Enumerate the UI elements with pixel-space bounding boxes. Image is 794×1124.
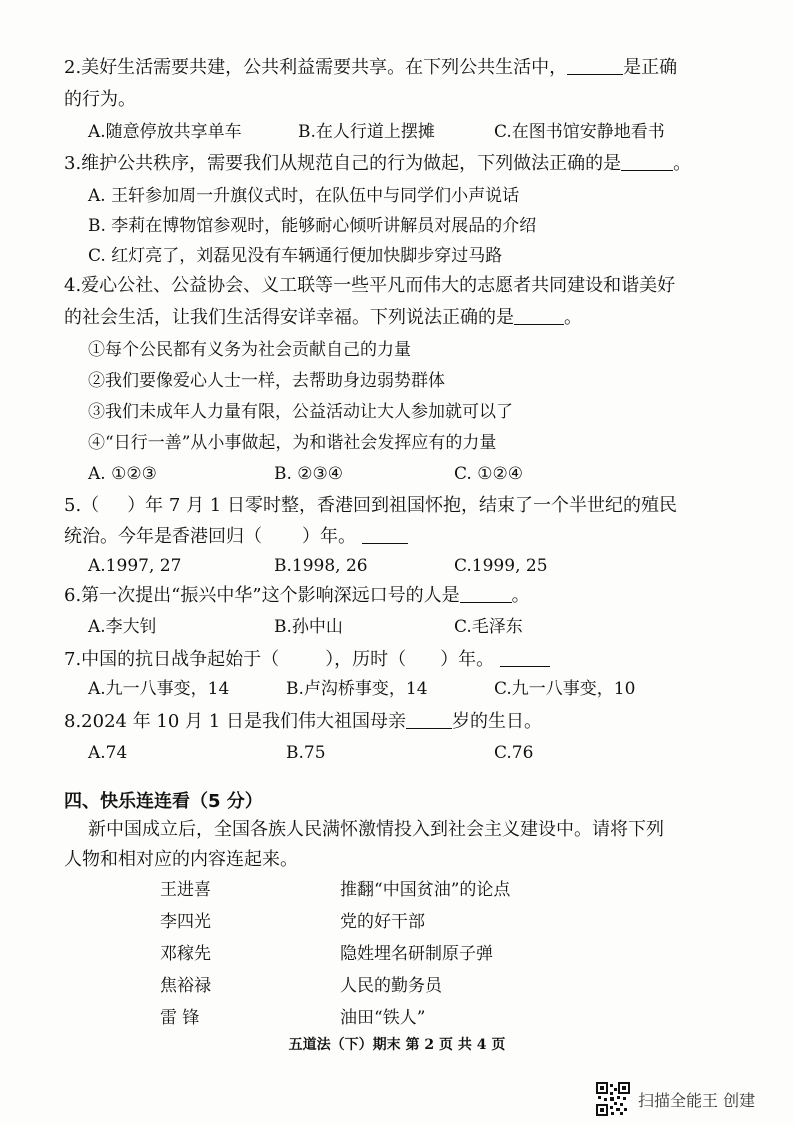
q3-option-b: B. 李莉在博物馆参观时，能够耐心倾听讲解员对展品的介绍	[88, 216, 537, 236]
option-a: A.74	[88, 743, 128, 763]
option-a: A.李大钊	[88, 617, 157, 637]
option-b: B.1998, 26	[274, 556, 368, 576]
answer-blank	[567, 56, 623, 75]
scanner-label: 扫描全能王 创建	[638, 1090, 756, 1110]
q3-line-1: 3.维护公共秩序，需要我们从规范自己的行为做起，下列做法正确的是 。	[64, 153, 692, 174]
q8-options	[88, 741, 533, 765]
answer-blank	[621, 152, 673, 171]
person-3: 邓稼先	[160, 944, 211, 964]
q4-options	[88, 462, 523, 486]
q3-option-a: A. 王轩参加周一升旗仪式时，在队伍中与同学们小声说话	[88, 186, 520, 206]
option-b: B.卢沟桥事变，14	[286, 679, 428, 699]
option-c: C. ①②④	[454, 464, 523, 484]
q4-item-3: ③我们未成年人力量有限，公益活动让大人参加就可以了	[88, 402, 513, 422]
option-c: C.76	[494, 743, 534, 763]
q5-line-2: 统治。今年是香港回归（ ）年。	[64, 525, 408, 549]
section-4-title: 四、快乐连连看（5 分）	[64, 791, 263, 812]
q8-line-1: 8.2024 年 10 月 1 日是我们伟大祖国母亲 岁的生日。	[64, 711, 542, 732]
qr-code-icon	[596, 1082, 630, 1116]
person-1: 王进喜	[160, 880, 211, 900]
option-c: C.1999, 25	[454, 556, 548, 576]
scanner-watermark	[596, 1082, 755, 1116]
option-a: A. ①②③	[88, 464, 157, 484]
answer-blank	[500, 648, 550, 667]
section-4-intro-2: 人物和相对应的内容连起来。	[64, 849, 298, 870]
q4-line-1: 4.爱心公社、公益协会、义工联等一些平凡而伟大的志愿者共同建设和谐美好	[64, 275, 676, 296]
q2-line-2: 的行为。	[64, 89, 136, 110]
q5-options	[88, 554, 548, 578]
option-c: C.在图书馆安静地看书	[494, 122, 665, 142]
content-3: 隐姓埋名研制原子弹	[340, 944, 493, 964]
content-4: 人民的勤务员	[340, 976, 442, 996]
content-1: 推翻“中国贫油”的论点	[340, 880, 511, 900]
option-a: A.随意停放共享单车	[88, 122, 242, 142]
answer-blank	[362, 525, 408, 544]
person-4: 焦裕禄	[160, 976, 211, 996]
q4-line-2: 的社会生活，让我们生活得安详幸福。下列说法正确的是 。	[64, 307, 582, 328]
q2-options	[88, 120, 665, 144]
answer-blank	[406, 710, 452, 729]
person-2: 李四光	[160, 912, 211, 932]
option-b: B.在人行道上摆摊	[298, 122, 435, 142]
option-b: B.孙中山	[274, 617, 343, 637]
q4-item-2: ②我们要像爱心人士一样，去帮助身边弱势群体	[88, 371, 445, 391]
q7-line-1: 7.中国的抗日战争起始于（ ），历时（ ）年。	[64, 648, 550, 672]
q6-options	[88, 615, 523, 639]
q4-item-1: ①每个公民都有义务为社会贡献自己的力量	[88, 340, 411, 360]
option-c: C.九一八事变，10	[494, 679, 636, 699]
q3-option-c: C. 红灯亮了，刘磊见没有车辆通行便加快脚步穿过马路	[88, 246, 503, 266]
section-4-intro-1: 新中国成立后，全国各族人民满怀激情投入到社会主义建设中。请将下列	[88, 819, 664, 840]
option-a: A.1997, 27	[88, 556, 182, 576]
answer-blank	[460, 584, 512, 603]
q2-line-1: 2.美好生活需要共建，公共利益需要共享。在下列公共生活中， 是正确	[64, 57, 678, 78]
q7-options	[88, 677, 635, 701]
q5-line-1: 5.（ ）年 7 月 1 日零时整，香港回到祖国怀抱，结束了一个半世纪的殖民	[64, 495, 677, 516]
content-5: 油田“铁人”	[340, 1008, 426, 1028]
option-c: C.毛泽东	[454, 617, 523, 637]
page-footer: 五道法（下）期末 第 2 页 共 4 页	[288, 1037, 506, 1053]
q6-line-1: 6.第一次提出“振兴中华”这个影响深远口号的人是 。	[64, 585, 530, 606]
option-b: B. ②③④	[274, 464, 344, 484]
option-a: A.九一八事变，14	[88, 679, 230, 699]
option-b: B.75	[286, 743, 326, 763]
person-5: 雷 锋	[160, 1008, 200, 1028]
q4-item-4: ④“日行一善”从小事做起，为和谐社会发挥应有的力量	[88, 433, 497, 453]
content-2: 党的好干部	[340, 912, 425, 932]
answer-blank	[514, 306, 564, 325]
